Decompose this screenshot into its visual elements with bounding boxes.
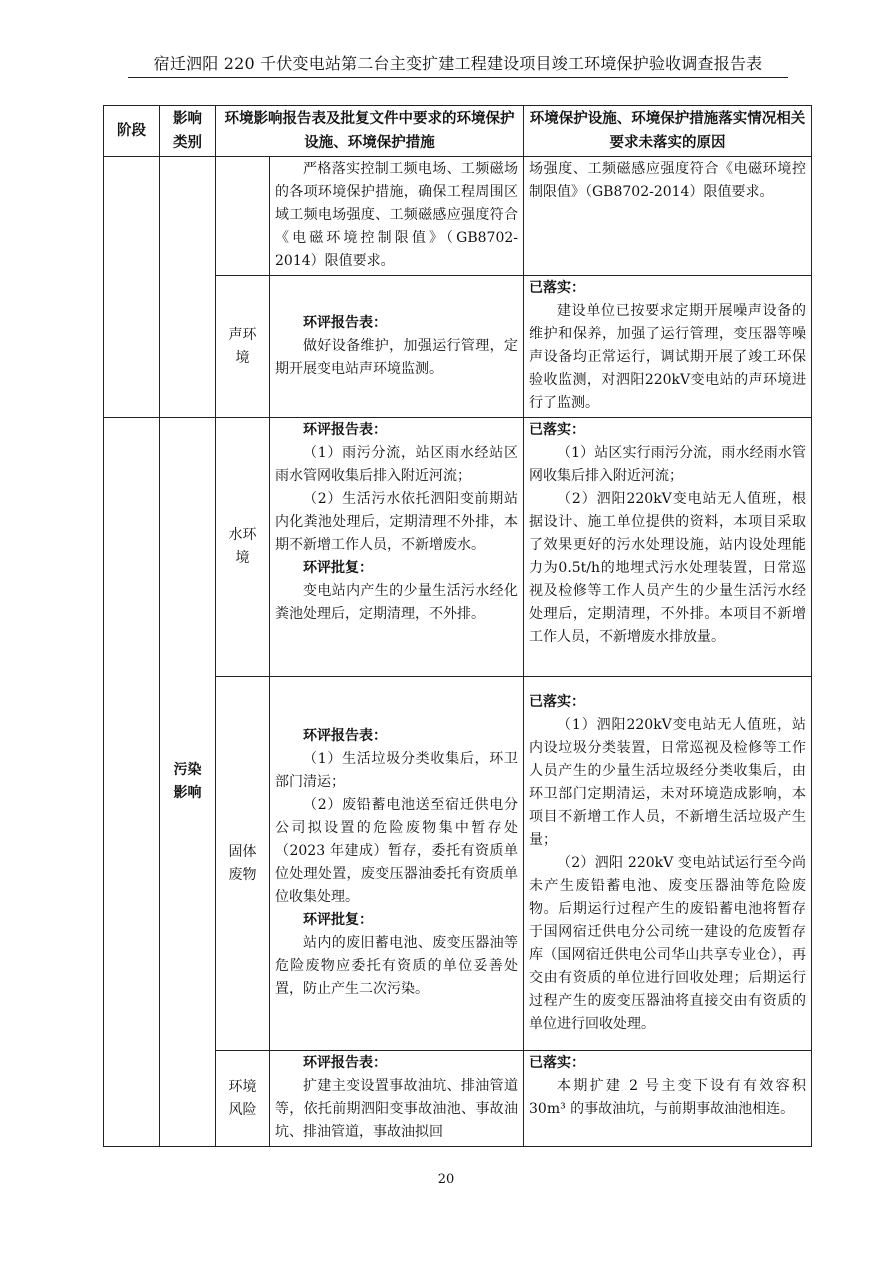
requirement-cell	[270, 1051, 524, 1147]
category-cell: 声环 境	[216, 276, 270, 418]
category-cell-blank	[160, 157, 216, 418]
header-rule	[128, 77, 788, 78]
paragraph: （1）生活垃圾分类收集后，环卫部门清运；	[275, 751, 518, 790]
paragraph: （2）生活污水依托泗阳变前期站内化粪池处理后，定期清理不外排，本期不新增工作人员，不新增废水。	[275, 491, 518, 553]
status-label: 已落实：	[529, 1055, 585, 1071]
acceptance-table	[103, 105, 812, 1147]
category-cell: 环境 风险	[216, 1051, 270, 1147]
requirement-cell	[270, 157, 524, 276]
category-cell: 固体 废物	[216, 677, 270, 1051]
paragraph: 场强度、工频磁感应强度符合《电磁环境控制限值》（GB8702-2014）限值要求。	[529, 161, 806, 200]
header-category: 影响 类别	[160, 106, 216, 157]
paragraph: （2）泗阳220kV变电站无人值班，根据设计、施工单位提供的资料，本项目采取了效果更好的污水处理设施，站内设处理能力为0.5t/h的地埋式污水处理装置，日常巡视及检修等工作人员产生的少量生活污水经处理后，定期清理，不外排。本项目不新增工作人员，不新增废水排放量。	[529, 491, 806, 645]
implementation-cell	[524, 276, 812, 418]
header-stage: 阶段	[104, 106, 160, 157]
status-label: 已落实：	[529, 280, 585, 296]
implementation-cell	[524, 1051, 812, 1147]
header-implementation: 环境保护设施、环境保护措施落实情况相关要求未落实的原因	[524, 106, 812, 157]
paragraph: （1）雨污分流，站区雨水经站区雨水管网收集后排入附近河流；	[275, 445, 518, 484]
paragraph: 站内的废旧蓄电池、废变压器油等危险废物应委托有资质的单位妥善处置，防止产生二次污染。	[275, 935, 518, 997]
paragraph: 建设单位已按要求定期开展噪声设备的维护和保养，加强了运行管理，变压器等噪声设备均正常运行，调试期开展了竣工环保验收监测，对泗阳220kV变电站的声环境进行了监测。	[529, 303, 806, 411]
implementation-cell	[524, 418, 812, 677]
table-row	[104, 157, 812, 276]
paragraph: 做好设备维护，加强运行管理，定期开展变电站声环境监测。	[275, 337, 518, 377]
requirement-cell	[270, 677, 524, 1051]
section-label: 环评报告表：	[303, 728, 387, 744]
paragraph: 扩建主变设置事故油坑、排油管道等，依托前期泗阳变事故油池、事故油坑、排油管道，事故油拟回	[275, 1078, 518, 1140]
stage-cell-blank	[104, 418, 160, 1147]
implementation-cell	[524, 677, 812, 1051]
page-number: 20	[437, 1172, 455, 1187]
category-cell: 水环 境	[216, 418, 270, 677]
paragraph: 本期扩建 2 号主变下设有有效容积 30m³ 的事故油坑，与前期事故油池相连。	[529, 1078, 806, 1117]
status-label: 已落实：	[529, 693, 585, 710]
paragraph: 严格落实控制工频电场、工频磁场的各项环境保护措施，确保工程周围区域工频电场强度、工频磁感应强度符合《电磁环境控制限值》（GB8702-2014）限值要求。	[275, 161, 518, 269]
section-label: 环评报告表：	[303, 422, 387, 438]
implementation-cell	[524, 157, 812, 276]
group-label: 污染 影响	[160, 418, 216, 1147]
requirement-cell	[270, 276, 524, 418]
paragraph: （1）泗阳220kV变电站无人值班，站内设垃圾分类装置，日常巡视及检修等工作人员产生的少量生活垃圾经分类收集后，由环卫部门定期清运，未对环境造成影响，本项目不新增工作人员，不新增生活垃圾产生量；	[529, 716, 806, 848]
header-requirement: 环境影响报告表及批复文件中要求的环境保护设施、环境保护措施	[216, 106, 524, 157]
section-label: 环评批复：	[303, 560, 373, 576]
section-label: 环评批复：	[303, 912, 373, 928]
table-row	[104, 418, 812, 677]
category-cell	[216, 157, 270, 276]
section-label: 环评报告表：	[303, 1055, 387, 1071]
paragraph: （1）站区实行雨污分流，雨水经雨水管网收集后排入附近河流；	[529, 445, 806, 484]
section-label: 环评报告表：	[303, 314, 387, 331]
status-label: 已落实：	[529, 422, 585, 438]
paragraph: （2）废铅蓄电池送至宿迁供电分公司拟设置的危险废物集中暂存处（2023 年建成）暂存，委托有资质单位处理处置，废变压器油委托有资质单位收集处理。	[275, 797, 518, 905]
document-header: 宿迁泗阳 220 千伏变电站第二台主变扩建工程建设项目竣工环境保护验收调查报告表	[153, 54, 763, 73]
paragraph: 变电站内产生的少量生活污水经化粪池处理后，定期清理，不外排。	[275, 583, 518, 622]
paragraph: （2）泗阳 220kV 变电站试运行至今尚未产生废铅蓄电池、废变压器油等危险废物。后期运行过程产生的废铅蓄电池将暂存于国网宿迁供电分公司统一建设的危废暂存库（国网宿迁供电公司华山共享专业仓），再交由有资质的单位进行回收处理；后期运行过程产生的废变压器油将直接交由有资质的单位进行回收处理。	[529, 854, 806, 1032]
stage-cell-blank	[104, 157, 160, 418]
requirement-cell	[270, 418, 524, 677]
